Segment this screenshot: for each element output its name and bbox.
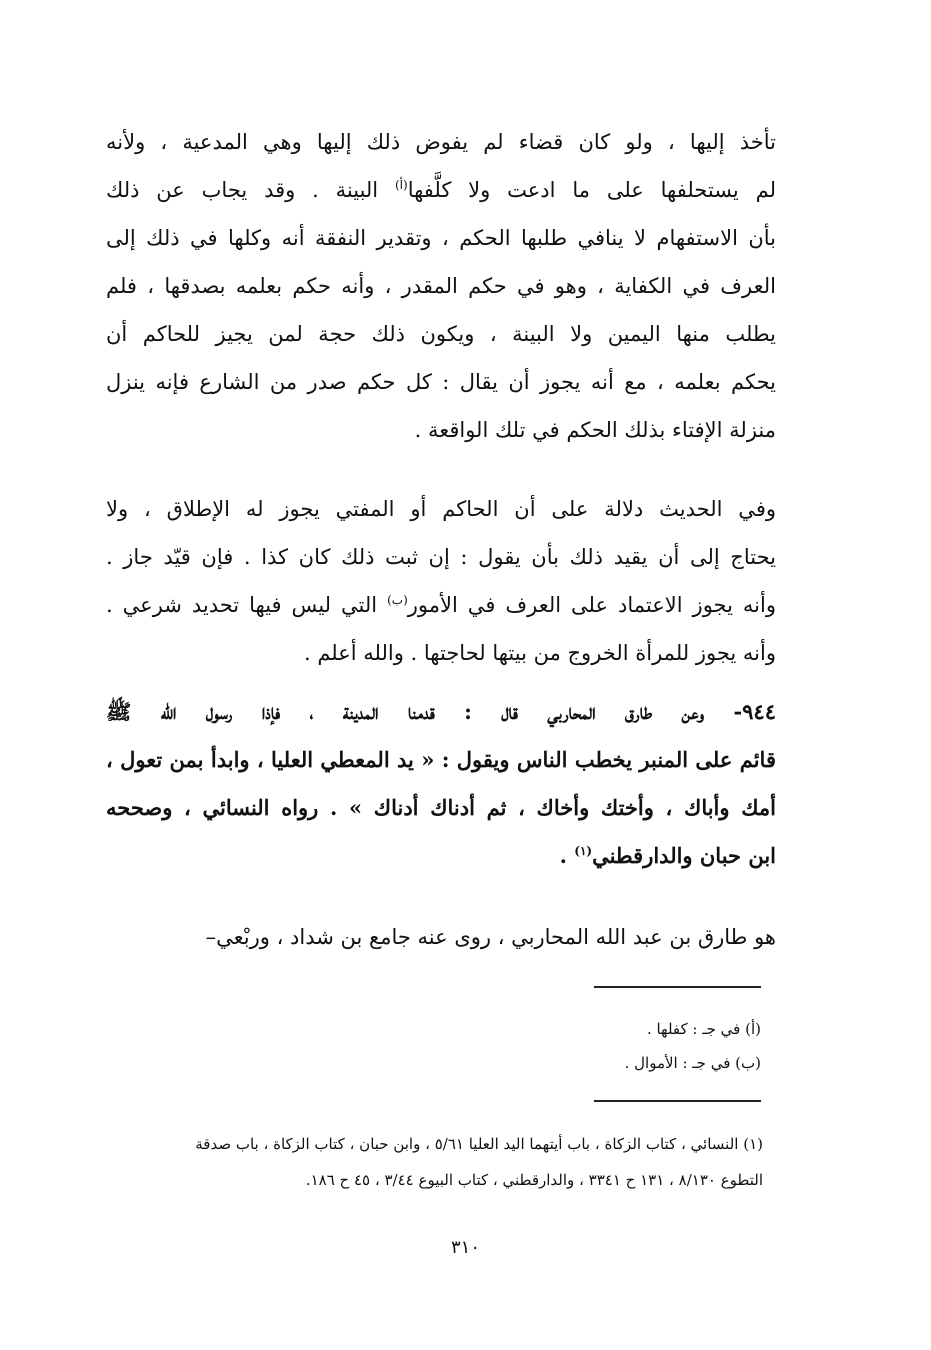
reference-line: (١) النسائي ، كتاب الزكاة ، باب أيتهما اليد العليا ٥/٦١ ، وابن حبان ، كتاب الزكاة ، باب صدقة [195, 1135, 763, 1153]
reference-footnotes [98, 1126, 763, 1198]
variant-note: (أ) في جـ : كفلها . [646, 1020, 761, 1038]
footnote-marker: (١) [574, 844, 593, 858]
text-segment: . [559, 843, 575, 868]
text-segment: وأنه يجوز الاعتماد على العرف في الأمور [407, 593, 776, 617]
textual-variant-notes [361, 1012, 761, 1080]
text-line: العرف في الكفاية ، وهو في حكم المقدر ، وأنه حكم بعلمه بصدقها ، فلم [106, 274, 776, 298]
text-line: يحكم بعلمه ، مع أنه يجوز أن يقال : كل حكم صدر من الشارع فإنه ينزل [106, 370, 776, 394]
hadith-line: أمك وأباك ، وأختك وأخاك ، ثم أدناك أدناك » . رواه النسائي ، وصححه [106, 795, 776, 820]
text-segment: لم يستحلفها على ما ادعت ولا كلَّفها [407, 178, 776, 202]
footnote-marker: (ب) [387, 593, 408, 607]
page-number: ٣١٠ [450, 1237, 480, 1258]
hadith-line [106, 832, 776, 880]
text-line: وفي الحديث دلالة على أن الحاكم أو المفتي يجوز له الإطلاق ، ولا [106, 497, 776, 521]
hadith-line: قائم على المنبر يخطب الناس ويقول : « يد المعطي العليا ، وابدأ بمن تعول ، [106, 747, 776, 772]
footnote-divider [594, 986, 761, 988]
text-line: وأنه يجوز للمرأة الخروج من بيتها لحاجتها . والله أعلم . [303, 641, 776, 665]
paragraph-1 [106, 118, 776, 454]
text-segment: البينة . وقد يجاب عن ذلك [106, 178, 395, 202]
paragraph-2 [106, 485, 776, 677]
hadith-line: ٩٤٤- وعن طارق المحاربي قال : قدمنا المدينة ، فإذا رسول الله ﷺ [106, 699, 776, 724]
footnote-divider [594, 1100, 761, 1102]
text-line [106, 166, 776, 214]
text-segment: ابن حبان والدارقطني [592, 843, 776, 868]
text-line: تأخذ إليها ، ولو كان قضاء لم يفوض ذلك إليها وهي المدعية ، ولأنه [106, 130, 776, 154]
footnote-marker: (أ) [394, 178, 408, 192]
variant-note: (ب) في جـ : الأموال . [624, 1054, 761, 1072]
text-line: يطلب منها اليمين ولا البينة ، ويكون ذلك حجة لمن يجيز للحاكم أن [106, 322, 776, 346]
text-segment: التي ليس فيها تحديد شرعي . [106, 593, 388, 617]
reference-line: التطوع ٨/١٣٠ ، ١٣١ ح ٣٣٤١ ، والدارقطني ، كتاب البيوع ٣/٤٤ ، ٤٥ ح ١٨٦. [305, 1171, 763, 1189]
text-line: منزلة الإفتاء بذلك الحكم في تلك الواقعة . [414, 418, 776, 442]
commentary-paragraph [106, 913, 776, 961]
text-line [106, 581, 776, 629]
text-line: يحتاج إلى أن يقيد ذلك بأن يقول : إن ثبت ذلك كان كذا . فإن قيّد جاز . [106, 545, 776, 569]
hadith-text [106, 688, 776, 880]
text-line: بأن الاستفهام لا ينافي طلبها الحكم ، وتقدير النفقة أنه وكلها في ذلك إلى [106, 226, 776, 250]
text-line: هو طارق بن عبد الله المحاربي ، روى عنه جامع بن شداد ، وربْعي– [205, 925, 776, 949]
